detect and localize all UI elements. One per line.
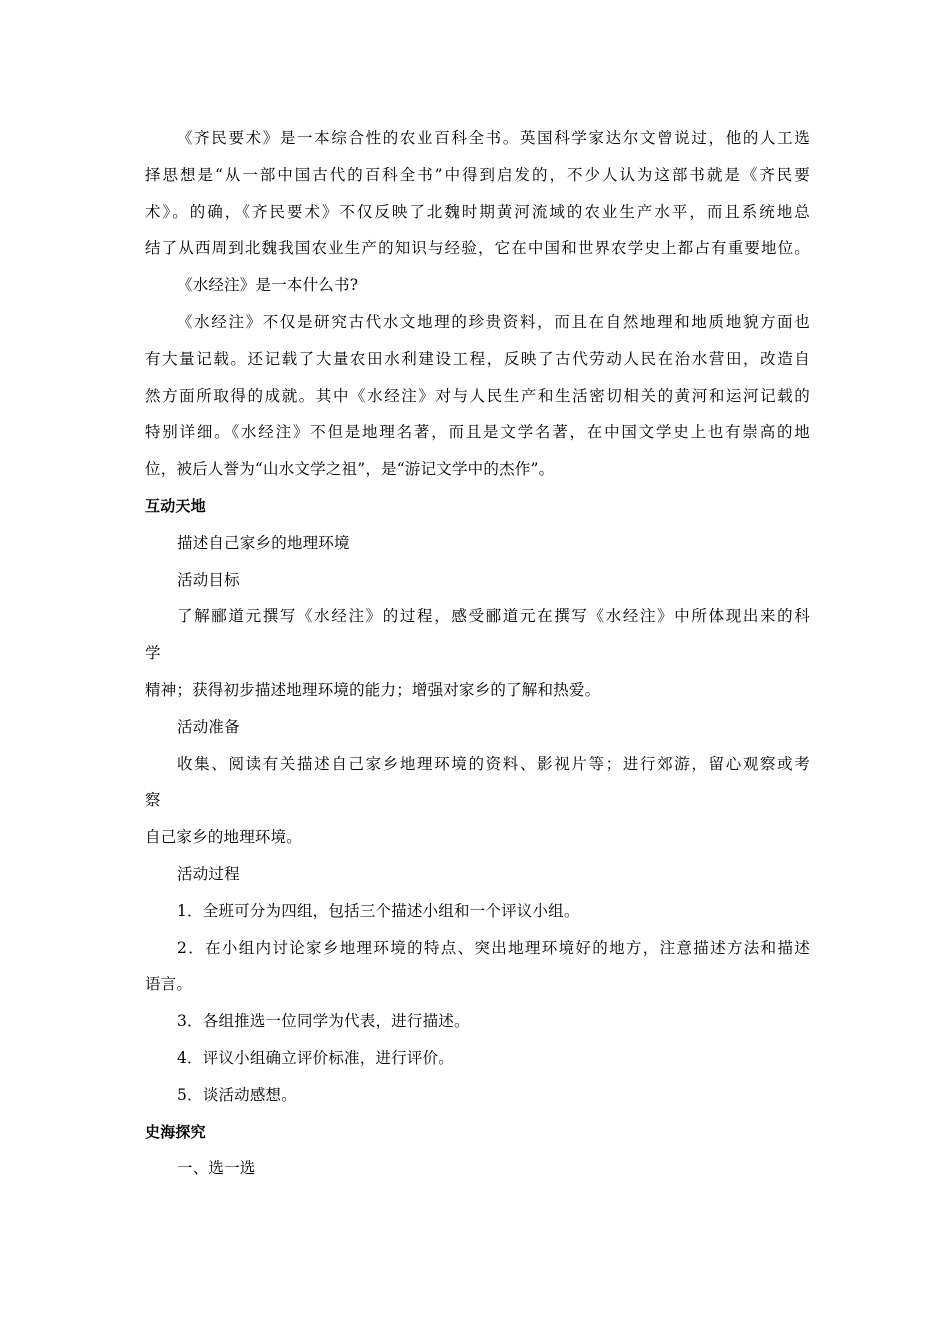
- paragraph-line: 自己家乡的地理环境。: [145, 828, 303, 847]
- paragraph-line: 精神；获得初步描述地理环境的能力；增强对家乡的了解和热爱。: [145, 680, 601, 699]
- paragraph-line: 《齐民要术》是一本综合性的农业百科全书。英国科学家达尔文曾说过，他的人工选: [177, 129, 810, 147]
- paragraph-line: 结了从西周到北魏我国农业生产的知识与经验，它在中国和世界农学史上都占有重要地位。: [145, 239, 810, 258]
- paragraph-line: 有大量记载。还记载了大量农田水利建设工程，反映了古代劳动人民在治水营田，改造自: [145, 349, 810, 368]
- paragraph-line: 术》。的确，《齐民要术》不仅反映了北魏时期黄河流域的农业生产水平，而且系统地总: [145, 202, 810, 221]
- subheading-preparation: 活动准备: [177, 717, 240, 736]
- section-heading-interaction: 互动天地: [145, 496, 206, 515]
- list-item: 5．谈活动感想。: [177, 1085, 297, 1104]
- activity-title: 描述自己家乡的地理环境: [177, 533, 350, 552]
- paragraph-line: 了解郦道元撰写《水经注》的过程，感受郦道元在撰写《水经注》中所体现出来的科: [177, 607, 810, 626]
- list-item: 3．各组推选一位同学为代表，进行描述。: [177, 1012, 470, 1031]
- paragraph-line: 特别详细。《水经注》不但是地理名著，而且是文学名著，在中国文学史上也有崇高的地: [145, 423, 810, 442]
- paragraph-line: 然方面所取得的成就。其中《水经注》对与人民生产和生活密切相关的黄河和运河记载的: [145, 386, 810, 405]
- subheading-process: 活动过程: [177, 864, 240, 883]
- subheading-goal: 活动目标: [177, 570, 240, 589]
- paragraph-line: 察: [145, 791, 161, 810]
- list-item: 2．在小组内讨论家乡地理环境的特点、突出地理环境好的地方，注意描述方法和描述: [177, 938, 810, 957]
- subheading-choose: 一、选一选: [177, 1159, 256, 1178]
- list-item: 1．全班可分为四组，包括三个描述小组和一个评议小组。: [177, 901, 580, 920]
- paragraph-line: 位，被后人誉为“山水文学之祖”，是“游记文学中的杰作”。: [145, 460, 555, 479]
- paragraph-line: 《水经注》不仅是研究古代水文地理的珍贵资料，而且在自然地理和地质地貌方面也: [177, 312, 810, 331]
- document-page: [145, 120, 810, 1187]
- paragraph-line: 学: [145, 644, 161, 663]
- list-item: 4．评议小组确立评价标准，进行评价。: [177, 1048, 454, 1067]
- question-line: 《水经注》是一本什么书?: [177, 276, 359, 295]
- list-item-continuation: 语言。: [145, 975, 193, 994]
- paragraph-line: 择思想是“从一部中国古代的百科全书”中得到启发的，不少人认为这部书就是《齐民要: [145, 165, 810, 184]
- paragraph-line: 收集、阅读有关描述自己家乡地理环境的资料、影视片等；进行郊游，留心观察或考: [177, 754, 810, 773]
- section-heading-history: 史海探究: [145, 1122, 206, 1141]
